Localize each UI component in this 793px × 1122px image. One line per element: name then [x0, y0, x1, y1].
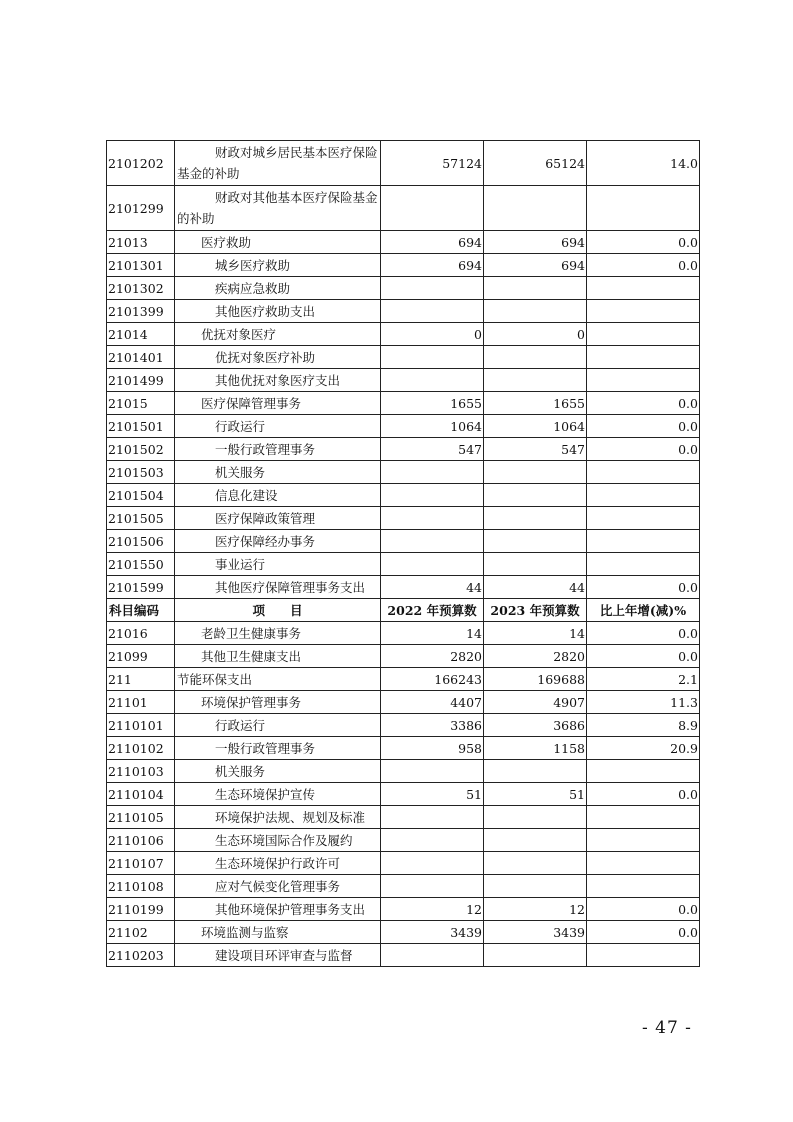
- row-2022-budget: 44: [381, 576, 484, 599]
- row-name: 老龄卫生健康事务: [175, 622, 381, 645]
- row-change-percent: [587, 461, 700, 484]
- row-name: 医疗保障经办事务: [175, 530, 381, 553]
- row-name: 机关服务: [175, 461, 381, 484]
- row-change-percent: 0.0: [587, 231, 700, 254]
- header-change-percent: 比上年增(减)%: [587, 599, 700, 622]
- table-row: [107, 186, 700, 231]
- table-row: [107, 875, 700, 898]
- row-2023-budget: [484, 346, 587, 369]
- row-name: 财政对城乡居民基本医疗保险基金的补助: [175, 141, 381, 186]
- row-name: 生态环境保护宣传: [175, 783, 381, 806]
- row-change-percent: 0.0: [587, 392, 700, 415]
- table-row: [107, 346, 700, 369]
- row-2022-budget: [381, 806, 484, 829]
- row-2022-budget: 3439: [381, 921, 484, 944]
- row-2023-budget: [484, 369, 587, 392]
- row-2023-budget: [484, 760, 587, 783]
- row-2022-budget: [381, 369, 484, 392]
- row-2022-budget: [381, 346, 484, 369]
- row-code: 21014: [107, 323, 175, 346]
- row-code: 21101: [107, 691, 175, 714]
- row-2023-budget: [484, 806, 587, 829]
- row-change-percent: [587, 852, 700, 875]
- table-row: [107, 760, 700, 783]
- row-2023-budget: [484, 530, 587, 553]
- row-change-percent: [587, 323, 700, 346]
- row-2022-budget: 14: [381, 622, 484, 645]
- row-change-percent: 0.0: [587, 783, 700, 806]
- row-code: 2101504: [107, 484, 175, 507]
- row-2023-budget: 1655: [484, 392, 587, 415]
- row-2023-budget: 65124: [484, 141, 587, 186]
- row-2023-budget: [484, 852, 587, 875]
- row-code: 2110107: [107, 852, 175, 875]
- row-2023-budget: 547: [484, 438, 587, 461]
- row-2022-budget: [381, 852, 484, 875]
- row-name: 信息化建设: [175, 484, 381, 507]
- row-name: 生态环境保护行政许可: [175, 852, 381, 875]
- row-2023-budget: 169688: [484, 668, 587, 691]
- row-name: 节能环保支出: [175, 668, 381, 691]
- row-code: 2101299: [107, 186, 175, 231]
- row-name: 应对气候变化管理事务: [175, 875, 381, 898]
- row-2022-budget: 1064: [381, 415, 484, 438]
- row-2023-budget: [484, 461, 587, 484]
- row-2023-budget: 1064: [484, 415, 587, 438]
- row-2022-budget: [381, 760, 484, 783]
- row-2023-budget: 694: [484, 231, 587, 254]
- table-row: [107, 141, 700, 186]
- row-change-percent: 0.0: [587, 438, 700, 461]
- table-row: [107, 806, 700, 829]
- row-change-percent: [587, 277, 700, 300]
- row-2023-budget: [484, 875, 587, 898]
- row-2023-budget: 14: [484, 622, 587, 645]
- row-code: 2101505: [107, 507, 175, 530]
- row-name: 一般行政管理事务: [175, 737, 381, 760]
- row-change-percent: 11.3: [587, 691, 700, 714]
- row-2022-budget: [381, 300, 484, 323]
- table-row: [107, 530, 700, 553]
- row-code: 21016: [107, 622, 175, 645]
- table-row: [107, 300, 700, 323]
- budget-table: [106, 140, 700, 967]
- row-change-percent: 0.0: [587, 622, 700, 645]
- row-name: 建设项目环评审查与监督: [175, 944, 381, 967]
- row-change-percent: 8.9: [587, 714, 700, 737]
- row-code: 2110199: [107, 898, 175, 921]
- table-row: [107, 645, 700, 668]
- row-name: 其他医疗保障管理事务支出: [175, 576, 381, 599]
- row-change-percent: 0.0: [587, 645, 700, 668]
- row-code: 2110203: [107, 944, 175, 967]
- row-2022-budget: [381, 553, 484, 576]
- row-code: 2101499: [107, 369, 175, 392]
- page-number: - 47 -: [642, 1018, 692, 1038]
- row-name: 机关服务: [175, 760, 381, 783]
- row-2022-budget: 547: [381, 438, 484, 461]
- row-2023-budget: [484, 829, 587, 852]
- row-2022-budget: [381, 875, 484, 898]
- row-2022-budget: [381, 507, 484, 530]
- row-code: 211: [107, 668, 175, 691]
- header-2023-budget: 2023 年预算数: [484, 599, 587, 622]
- row-code: 21099: [107, 645, 175, 668]
- row-change-percent: [587, 346, 700, 369]
- row-2023-budget: 0: [484, 323, 587, 346]
- row-code: 2101302: [107, 277, 175, 300]
- table-row: [107, 277, 700, 300]
- table-header-group: [107, 599, 700, 622]
- row-2022-budget: [381, 484, 484, 507]
- row-name: 行政运行: [175, 714, 381, 737]
- table-row: [107, 484, 700, 507]
- row-2022-budget: 51: [381, 783, 484, 806]
- row-code: 2101202: [107, 141, 175, 186]
- table-body-bottom: [107, 622, 700, 967]
- table-row: [107, 668, 700, 691]
- row-change-percent: [587, 300, 700, 323]
- row-2023-budget: 4907: [484, 691, 587, 714]
- row-name: 医疗救助: [175, 231, 381, 254]
- row-2022-budget: [381, 186, 484, 231]
- table-row: [107, 553, 700, 576]
- row-change-percent: 14.0: [587, 141, 700, 186]
- row-code: 2101401: [107, 346, 175, 369]
- table-row: [107, 254, 700, 277]
- row-name: 优抚对象医疗补助: [175, 346, 381, 369]
- row-2022-budget: 0: [381, 323, 484, 346]
- row-name: 行政运行: [175, 415, 381, 438]
- row-2023-budget: [484, 484, 587, 507]
- row-change-percent: [587, 806, 700, 829]
- row-name: 事业运行: [175, 553, 381, 576]
- row-2023-budget: 2820: [484, 645, 587, 668]
- row-name: 生态环境国际合作及履约: [175, 829, 381, 852]
- budget-table-container: [106, 140, 699, 967]
- row-2022-budget: 57124: [381, 141, 484, 186]
- row-2023-budget: 51: [484, 783, 587, 806]
- table-row: [107, 944, 700, 967]
- table-row: [107, 415, 700, 438]
- row-2023-budget: 694: [484, 254, 587, 277]
- row-2022-budget: 3386: [381, 714, 484, 737]
- row-change-percent: [587, 553, 700, 576]
- row-2023-budget: [484, 553, 587, 576]
- row-name: 疾病应急救助: [175, 277, 381, 300]
- row-change-percent: 20.9: [587, 737, 700, 760]
- row-change-percent: [587, 530, 700, 553]
- row-2023-budget: [484, 186, 587, 231]
- row-name: 其他优抚对象医疗支出: [175, 369, 381, 392]
- row-name: 其他环境保护管理事务支出: [175, 898, 381, 921]
- row-change-percent: 2.1: [587, 668, 700, 691]
- row-change-percent: 0.0: [587, 576, 700, 599]
- row-code: 2101599: [107, 576, 175, 599]
- row-2023-budget: [484, 300, 587, 323]
- row-change-percent: 0.0: [587, 254, 700, 277]
- table-row: [107, 576, 700, 599]
- row-code: 21013: [107, 231, 175, 254]
- row-name: 环境保护法规、规划及标准: [175, 806, 381, 829]
- row-code: 2101399: [107, 300, 175, 323]
- row-2023-budget: [484, 277, 587, 300]
- row-2023-budget: 3686: [484, 714, 587, 737]
- row-code: 2101506: [107, 530, 175, 553]
- table-row: [107, 829, 700, 852]
- row-code: 21102: [107, 921, 175, 944]
- row-2022-budget: 2820: [381, 645, 484, 668]
- row-2022-budget: 4407: [381, 691, 484, 714]
- row-change-percent: [587, 944, 700, 967]
- row-name: 其他卫生健康支出: [175, 645, 381, 668]
- row-2023-budget: 3439: [484, 921, 587, 944]
- row-change-percent: 0.0: [587, 415, 700, 438]
- row-2022-budget: 694: [381, 254, 484, 277]
- row-2022-budget: [381, 944, 484, 967]
- row-name: 环境保护管理事务: [175, 691, 381, 714]
- row-change-percent: [587, 507, 700, 530]
- row-2022-budget: [381, 461, 484, 484]
- table-body-top: [107, 141, 700, 599]
- table-row: [107, 898, 700, 921]
- row-change-percent: 0.0: [587, 921, 700, 944]
- row-2023-budget: [484, 507, 587, 530]
- row-2022-budget: 694: [381, 231, 484, 254]
- header-2022-budget: 2022 年预算数: [381, 599, 484, 622]
- header-code: 科目编码: [107, 599, 175, 622]
- table-row: [107, 691, 700, 714]
- row-code: 2110108: [107, 875, 175, 898]
- row-change-percent: 0.0: [587, 898, 700, 921]
- table-row: [107, 921, 700, 944]
- row-name: 城乡医疗救助: [175, 254, 381, 277]
- row-name: 其他医疗救助支出: [175, 300, 381, 323]
- table-row: [107, 392, 700, 415]
- row-code: 2101503: [107, 461, 175, 484]
- row-change-percent: [587, 484, 700, 507]
- row-code: 2101550: [107, 553, 175, 576]
- row-change-percent: [587, 369, 700, 392]
- row-2022-budget: 1655: [381, 392, 484, 415]
- table-row: [107, 231, 700, 254]
- table-row: [107, 714, 700, 737]
- header-name: 项 目: [175, 599, 381, 622]
- row-change-percent: [587, 760, 700, 783]
- row-name: 优抚对象医疗: [175, 323, 381, 346]
- row-2023-budget: 1158: [484, 737, 587, 760]
- table-row: [107, 438, 700, 461]
- row-change-percent: [587, 186, 700, 231]
- table-row: [107, 737, 700, 760]
- table-row: [107, 622, 700, 645]
- row-2022-budget: [381, 530, 484, 553]
- row-code: 21015: [107, 392, 175, 415]
- row-2022-budget: [381, 277, 484, 300]
- row-code: 2110101: [107, 714, 175, 737]
- row-2022-budget: [381, 829, 484, 852]
- row-name: 一般行政管理事务: [175, 438, 381, 461]
- table-row: [107, 369, 700, 392]
- table-row: [107, 852, 700, 875]
- row-2022-budget: 166243: [381, 668, 484, 691]
- row-2023-budget: [484, 944, 587, 967]
- row-code: 2101502: [107, 438, 175, 461]
- row-name: 环境监测与监察: [175, 921, 381, 944]
- table-row: [107, 323, 700, 346]
- row-change-percent: [587, 875, 700, 898]
- row-code: 2110106: [107, 829, 175, 852]
- row-code: 2101301: [107, 254, 175, 277]
- row-code: 2110104: [107, 783, 175, 806]
- row-code: 2110105: [107, 806, 175, 829]
- row-name: 医疗保障政策管理: [175, 507, 381, 530]
- row-code: 2110103: [107, 760, 175, 783]
- table-row: [107, 507, 700, 530]
- table-row: [107, 461, 700, 484]
- row-code: 2110102: [107, 737, 175, 760]
- row-2022-budget: 12: [381, 898, 484, 921]
- table-header-row: [107, 599, 700, 622]
- table-row: [107, 783, 700, 806]
- row-2022-budget: 958: [381, 737, 484, 760]
- row-change-percent: [587, 829, 700, 852]
- row-2023-budget: 12: [484, 898, 587, 921]
- row-name: 医疗保障管理事务: [175, 392, 381, 415]
- row-name: 财政对其他基本医疗保险基金的补助: [175, 186, 381, 231]
- row-code: 2101501: [107, 415, 175, 438]
- row-2023-budget: 44: [484, 576, 587, 599]
